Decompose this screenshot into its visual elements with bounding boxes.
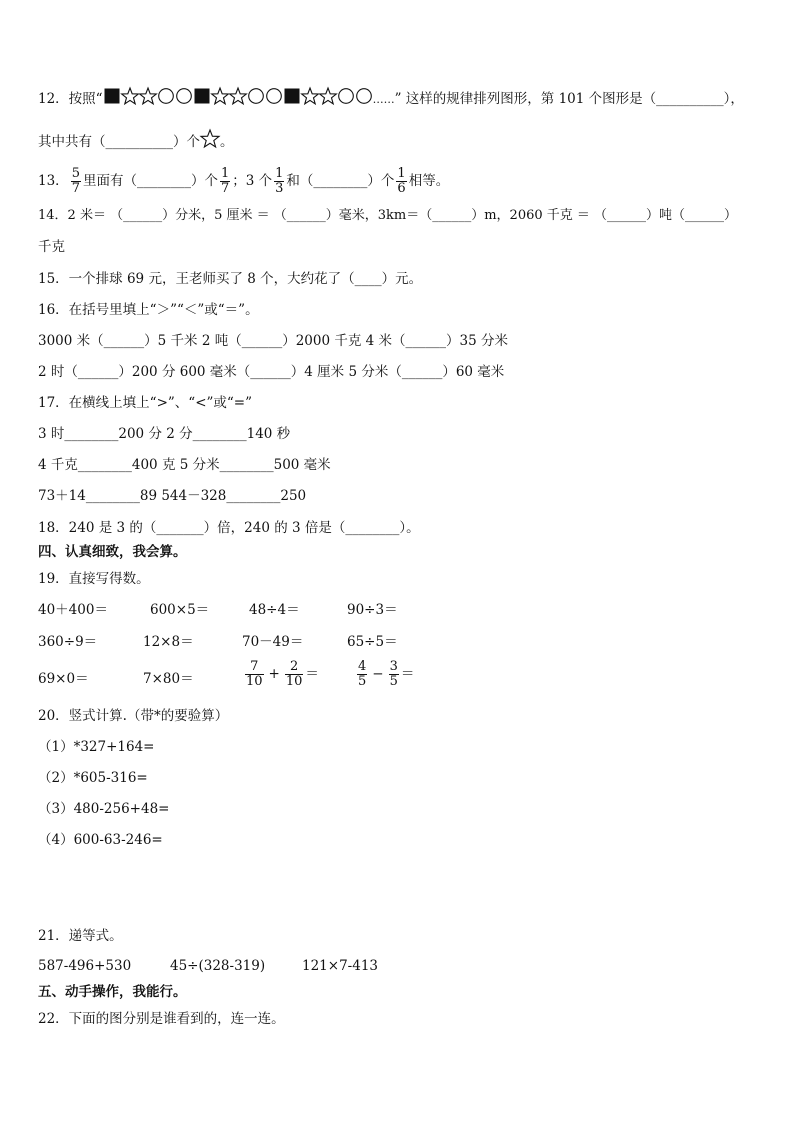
circle-icon <box>247 87 265 111</box>
star-icon <box>200 129 220 154</box>
q13-text-e: 相等。 <box>408 173 450 189</box>
star-icon <box>211 87 229 111</box>
q13-text-c: ；3 个 <box>232 173 273 189</box>
square-icon <box>283 87 301 111</box>
star-icon <box>229 87 247 111</box>
fraction-1-6: $\frac{1}{6}$ <box>397 166 406 196</box>
circle-icon <box>265 87 283 111</box>
q19-title: 19．直接写得数。 <box>38 571 150 587</box>
q17-row2: 4 千克________400 克 5 分米________500 毫米 <box>38 457 331 473</box>
circle-icon <box>175 87 193 111</box>
q20-item3: （3）480-256+48= <box>38 801 170 817</box>
q21-item1: 587-496+530 <box>38 958 132 974</box>
q17-row1: 3 时________200 分 2 分________140 秒 <box>38 426 291 442</box>
q15-line: 15．一个排球 69 元，王老师买了 8 个，大约花了（____）元。 <box>38 271 423 287</box>
star-icon <box>301 87 319 111</box>
q16-title: 16．在括号里填上“＞”“＜”或“＝”。 <box>38 302 259 318</box>
q19-r1c4: 90÷3＝ <box>347 602 398 618</box>
section4-heading: 四、认真细致，我会算。 <box>38 544 187 560</box>
q22-line: 22．下面的图分别是谁看到的，连一连。 <box>38 1011 285 1027</box>
q13-text-d: 和（________）个 <box>286 173 395 189</box>
fraction-1-3: $\frac{1}{3}$ <box>275 166 284 196</box>
q12-line2 <box>38 129 234 154</box>
fraction-4-5: $\frac{4}{5}$ <box>358 659 367 689</box>
circle-icon <box>337 87 355 111</box>
star-icon <box>121 87 139 111</box>
q19-r1c3: 48÷4＝ <box>249 602 300 618</box>
q20-item4: （4）600-63-246= <box>38 832 163 848</box>
q17-title: 17．在横线上填上“>”、“<”或“=” <box>38 395 253 411</box>
q21-item2: 45÷(328-319) <box>170 958 266 974</box>
q13-line <box>38 166 449 196</box>
equals-sign: ＝ <box>400 666 415 682</box>
q17-row3: 73＋14________89 544－328________250 <box>38 488 307 504</box>
q19-r3c1: 69×0＝ <box>38 671 89 687</box>
q19-frac-expr2 <box>355 660 414 689</box>
q19-r2c4: 65÷5＝ <box>347 634 398 650</box>
q19-r2c1: 360÷9＝ <box>38 634 98 650</box>
circle-icon <box>157 87 175 111</box>
q12-count-text: 其中共有（__________）个 <box>38 134 200 150</box>
q19-r3c2: 7×80＝ <box>143 671 194 687</box>
q13-text-b: 里面有（________）个 <box>82 173 218 189</box>
fraction-3-5: $\frac{3}{5}$ <box>389 659 398 689</box>
plus-sign: + <box>268 666 280 682</box>
q18-line: 18．240 是 3 的（_______）倍，240 的 3 倍是（________）。 <box>38 520 420 536</box>
fraction-1-7: $\frac{1}{7}$ <box>220 166 230 196</box>
q12-line1 <box>38 87 744 111</box>
minus-sign: − <box>372 666 384 682</box>
q12-suffix: ” 这样的规律排列图形，第 101 个图形是（__________）， <box>394 91 744 107</box>
q12-dots: …… <box>372 93 395 106</box>
q14-line2: 千克 <box>38 239 65 255</box>
q16-row1: 3000 米（______）5 千米 2 吨（______）2000 千克 4 米（______）35 分米 <box>38 333 508 349</box>
q13-number: 13． <box>38 173 69 189</box>
square-icon <box>193 87 211 111</box>
fraction-2-10: $\frac{2}{10}$ <box>285 659 303 689</box>
star-icon <box>319 87 337 111</box>
q19-r2c2: 12×8＝ <box>143 634 194 650</box>
q12-end: 。 <box>220 134 234 150</box>
q20-item2: （2）*605-316= <box>38 770 148 786</box>
star-icon <box>139 87 157 111</box>
equals-sign: ＝ <box>305 666 319 682</box>
circle-icon <box>355 87 373 111</box>
fraction-7-10: $\frac{7}{10}$ <box>246 659 263 689</box>
q16-row2: 2 时（______）200 分 600 毫米（______）4 厘米 5 分米（______）60 毫米 <box>38 364 505 380</box>
q19-r1c1: 40＋400＝ <box>38 602 108 618</box>
q19-frac-expr1 <box>243 660 319 689</box>
q12-shape-pattern <box>103 91 373 107</box>
q19-r2c3: 70－49＝ <box>242 634 304 650</box>
q12-prefix: 12．按照“ <box>38 91 103 107</box>
q21-item3: 121×7-413 <box>302 958 378 974</box>
square-icon <box>103 87 121 111</box>
q14-line1: 14．2 米＝ （______）分米，5 厘米 ＝ （______）毫米，3km＝（______）m，2060 千克 ＝ （______）吨（______） <box>38 208 738 223</box>
q19-r1c2: 600×5＝ <box>150 602 210 618</box>
fraction-5-7: $\frac{5}{7}$ <box>71 166 80 196</box>
q20-title: 20．竖式计算.（带*的要验算） <box>38 708 229 724</box>
section5-heading: 五、动手操作，我能行。 <box>38 984 187 1000</box>
q21-title: 21．递等式。 <box>38 928 123 944</box>
q20-item1: （1）*327+164= <box>38 739 155 755</box>
